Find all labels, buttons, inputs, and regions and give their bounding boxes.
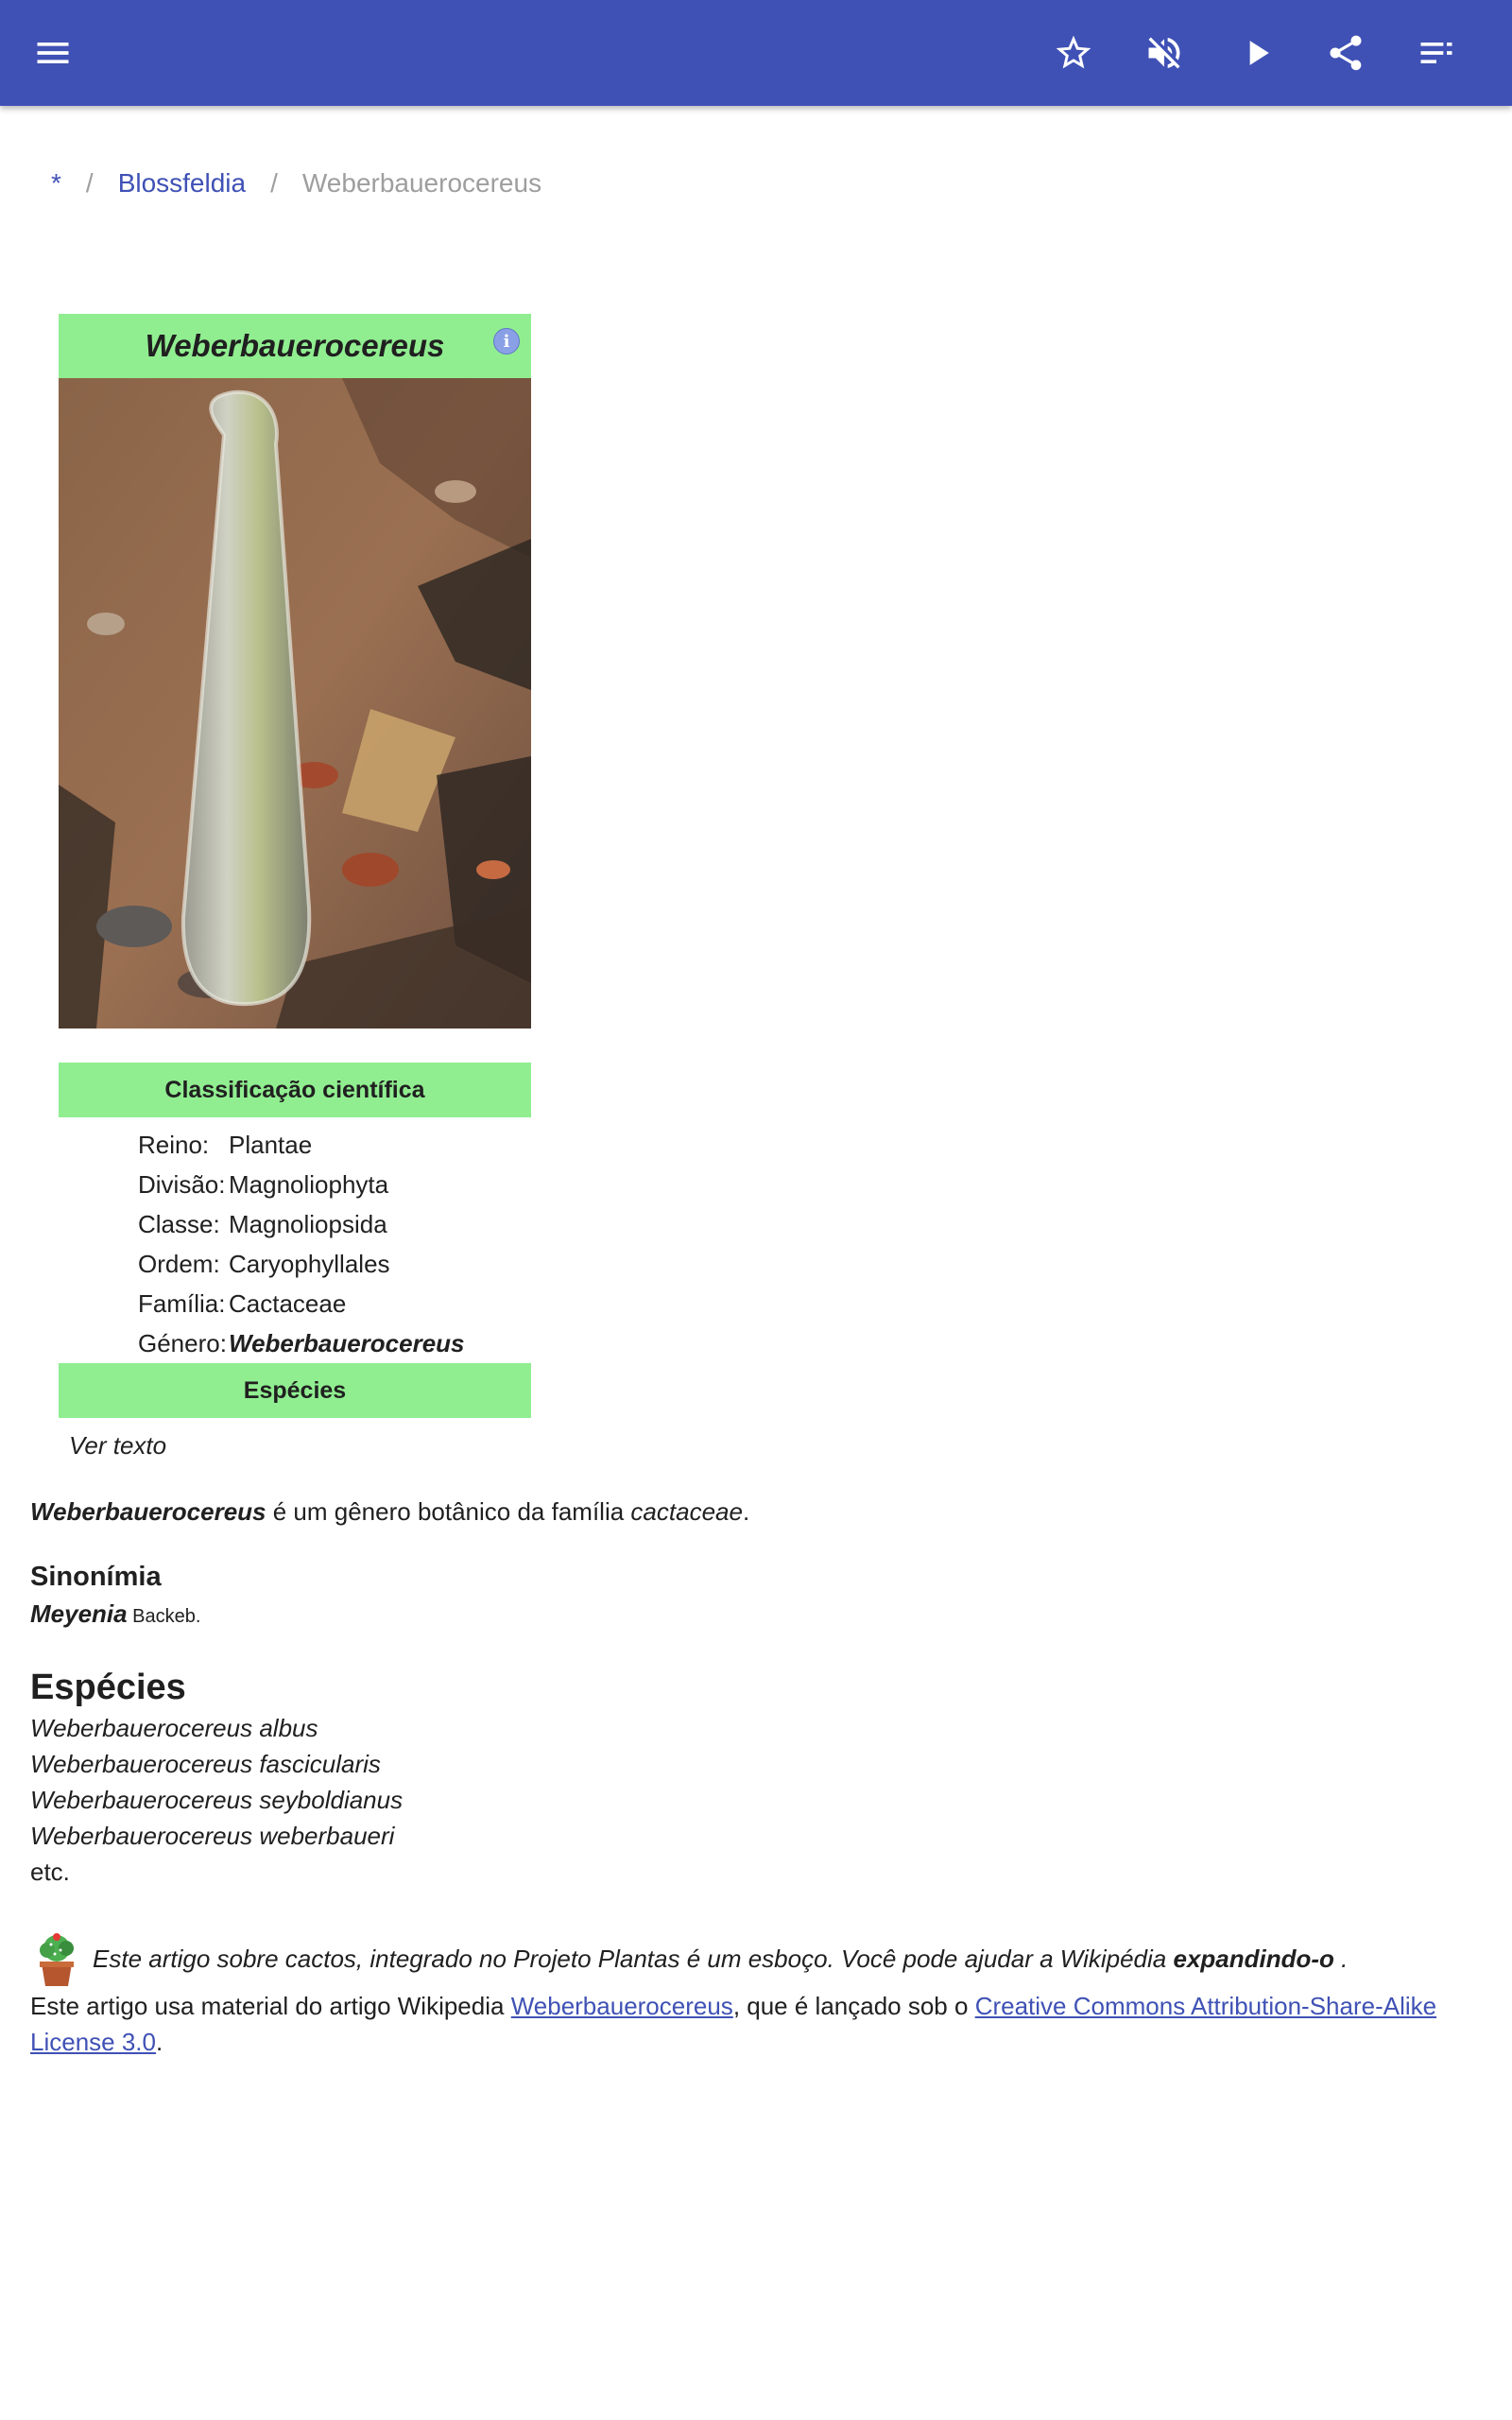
taxobox-title (59, 314, 531, 378)
taxonomy-row (138, 1244, 531, 1284)
species-list (30, 1710, 1486, 1890)
species-header: Espécies (59, 1363, 531, 1418)
species-item: Weberbauerocereus fascicularis (30, 1750, 381, 1778)
species-heading: Espécies (30, 1668, 186, 1707)
species-item: Weberbauerocereus weberbaueri (30, 1822, 395, 1850)
license-text: Este artigo usa material do artigo Wikipedia (30, 1992, 511, 2020)
cactus-photo[interactable] (59, 378, 531, 1028)
expand-link[interactable]: expandindo-o (1173, 1945, 1334, 1973)
taxonomy-rank: Reino: (138, 1131, 210, 1159)
source-article-link[interactable]: Weberbauerocereus (510, 1992, 733, 2020)
taxonomy-rank: Ordem: (138, 1250, 220, 1278)
play-icon[interactable] (1228, 25, 1285, 81)
intro-text: é um gênero botânico da família (266, 1497, 631, 1526)
taxonomy-row (138, 1125, 531, 1165)
taxonomy-value[interactable]: Cactaceae (229, 1289, 347, 1318)
taxobox (59, 314, 531, 1461)
taxonomy-row (138, 1204, 531, 1244)
stub-end: . (1333, 1945, 1349, 1973)
license-link[interactable]: Creative Commons Attribution-Share-Alike License 3.0 (30, 1992, 1437, 2056)
synonymy-heading: Sinonímia (30, 1562, 162, 1592)
species-item: Weberbauerocereus seyboldianus (30, 1786, 404, 1814)
taxonomy-row (138, 1165, 531, 1204)
article-body (30, 1494, 1486, 2060)
species-etc: etc. (30, 1858, 70, 1886)
breadcrumb-separator: / (270, 168, 278, 198)
license-notice (30, 1988, 1486, 2060)
taxonomy-list (138, 1125, 531, 1363)
species-item: Weberbauerocereus albus (30, 1714, 318, 1742)
species-note: Ver texto (69, 1431, 167, 1460)
taxonomy-rank: Família: (138, 1289, 226, 1318)
license-text-mid: , que é lançado sob o (732, 1992, 975, 2020)
intro-family: cactaceae (630, 1497, 743, 1526)
info-icon[interactable]: i (493, 328, 520, 354)
breadcrumb-separator: / (85, 168, 94, 198)
volume-off-icon[interactable] (1136, 25, 1193, 81)
synonym-name: Meyenia (30, 1599, 128, 1628)
menu-icon[interactable] (25, 25, 81, 81)
taxonomy-value[interactable]: Plantae (229, 1131, 313, 1159)
intro-paragraph (30, 1494, 1486, 1530)
taxonomy-rank: Género: (138, 1329, 227, 1357)
breadcrumb-parent[interactable]: Blossfeldia (117, 168, 247, 198)
taxonomy-row (138, 1284, 531, 1323)
stub-text: Este artigo sobre cactos, integrado no Projeto Plantas é um esboço. Você pode ajudar a Wikipédia (93, 1945, 1174, 1973)
taxobox-title-text: Weberbauerocereus (145, 328, 445, 363)
intro-end: . (742, 1497, 750, 1526)
intro-genus: Weberbauerocereus (30, 1497, 266, 1526)
taxonomy-value: Weberbauerocereus (229, 1329, 465, 1357)
taxonomy-value[interactable]: Magnoliophyta (229, 1170, 389, 1199)
taxonomy-rank: Classe: (138, 1210, 220, 1238)
taxonomy-value[interactable]: Magnoliopsida (229, 1210, 387, 1238)
license-end: . (155, 2028, 163, 2056)
taxonomy-rank: Divisão: (138, 1170, 226, 1199)
synonym-author: Backeb. (127, 1606, 201, 1627)
classification-header: Classificação científica (59, 1063, 531, 1117)
breadcrumb-root[interactable]: * (51, 168, 61, 198)
cactus-pot-icon (30, 1929, 83, 1988)
share-icon[interactable] (1317, 25, 1374, 81)
breadcrumb (51, 168, 541, 199)
star-outline-icon[interactable] (1045, 25, 1102, 81)
stub-notice (30, 1929, 1486, 1988)
breadcrumb-current: Weberbauerocereus (301, 168, 542, 198)
playlist-icon[interactable] (1408, 25, 1465, 81)
taxonomy-value[interactable]: Caryophyllales (229, 1250, 390, 1278)
taxonomy-row (138, 1323, 531, 1363)
app-bar (0, 0, 1512, 106)
synonym-line (30, 1596, 1486, 1634)
